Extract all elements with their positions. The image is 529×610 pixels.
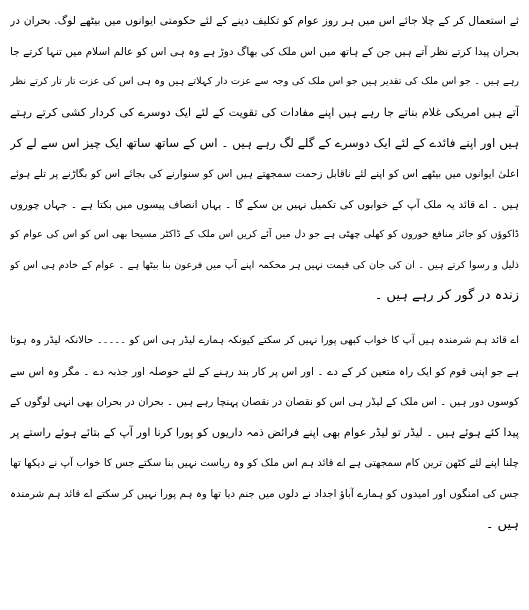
text-line: ڈاکوؤں کو جائز منافع خوروں کو کھلی چھٹی ہے جو دل میں آئے کریں اس ملک کے ڈاکٹر مسیحا بھی اس کو اس کی عوام کو — [10, 229, 519, 241]
text-line: بحران پیدا کرتے نظر آتے ہیں جن کے ہاتھ میں اس ملک کی بھاگ دوڑ ہے وہ ہی اس کو عالم اسلام میں تنہا کرتے جا — [10, 45, 519, 58]
text-line: ہیں ۔ اے قائد یہ ملک آپ کے خوابوں کی تکمیل نہیں بن سکے گا ۔ یہاں انصاف پیسوں میں بکتا ہے ۔ جہاں چوروں — [10, 198, 519, 211]
text-line: پیدا کئے ہوئے ہیں ۔ لیڈر تو لیڈر عوام بھی اپنے فرائض ذمہ داریوں کو پورا کرنا اور آپ کے بتائے ہوئے راستے پر — [10, 425, 519, 439]
text-line: آتے ہیں امریکی غلام بناتے جا رہے ہیں اپنے مفادات کی تقویت کے لئے ایک دوسرے کی کردار کشی کرتے رہتے — [10, 105, 519, 119]
text-line: ئے استعمال کر کے چلا جائے اس میں ہر روز عوام کو تکلیف دینے کے لئے حکومتی ایوانوں میں بیٹھے لوگ. بحران در — [10, 14, 519, 27]
text-line: چلنا اپنے لئے کٹھن ترین کام سمجھتی ہے اے قائد ہم اس ملک کو وہ ریاست نہیں بنا سکتے جس کا خواب آپ نے دیکھا تھا — [10, 457, 519, 470]
text-line: زندہ در گور کر رہے ہیں ۔ — [374, 288, 519, 304]
text-line: رہے ہیں ۔ جو اس ملک کی تقدیر ہیں جو اس ملک کی وجہ سے عزت دار کہلاتے ہیں وہ ہی اس کی عزت تار تار کرتے نظر — [10, 76, 519, 88]
text-line: اعلیٰ ایوانوں میں بیٹھے اس کو اپنے لئے ناقابل زحمت سمجھتے ہیں اس کو سنوارنے کی بجائے اس کو بگاڑنے پر تلے ہوئے — [10, 167, 519, 180]
paragraph-2 — [10, 326, 519, 540]
text-line: جس کی امنگوں اور امیدوں کو ہمارے آباؤ اجداد نے دلوں میں جنم دیا تھا وہ ہم پورا نہیں کر سکتے اے قائد ہم شرمندہ — [10, 487, 519, 500]
text-line: کوسوں دور ہیں ۔ اس ملک کے لیڈر ہی اس کو نقصان در نقصان پہنچا رہے ہیں ۔ بحران در بحران بھی انہی لوگوں کے — [10, 396, 519, 409]
paragraph-1 — [10, 6, 519, 312]
text-line: ہیں اور اپنے فائدے کے لئے ایک دوسرے کے گلے لگ رہے ہیں ۔ اس کے ساتھ ساتھ ایک چیز اس سے لے کر — [10, 136, 519, 151]
text-line: ہیں ۔ — [485, 516, 519, 532]
text-line: اے قائد ہم شرمندہ ہیں آپ کا خواب کبھی پورا نہیں کر سکتے کیونکہ ہمارے لیڈر ہی اس کو ۔۔۔۔۔ حالانکہ لیڈر وہ ہوتا — [10, 334, 519, 346]
text-line: ہے جو اپنی قوم کو ایک راہ متعین کر کے دے ۔ اور اس پر کار بند رہنے کے لئے حوصلہ اور جذبہ دے ۔ مگر وہ اس سے — [10, 365, 519, 378]
text-line: ذلیل و رسوا کرتے ہیں ۔ ان کی جان کی قیمت نہیں ہر محکمہ اپنے آپ میں فرعون بنا بیٹھا ہے ۔ عوام کے خادم ہی اس کو — [10, 259, 519, 271]
